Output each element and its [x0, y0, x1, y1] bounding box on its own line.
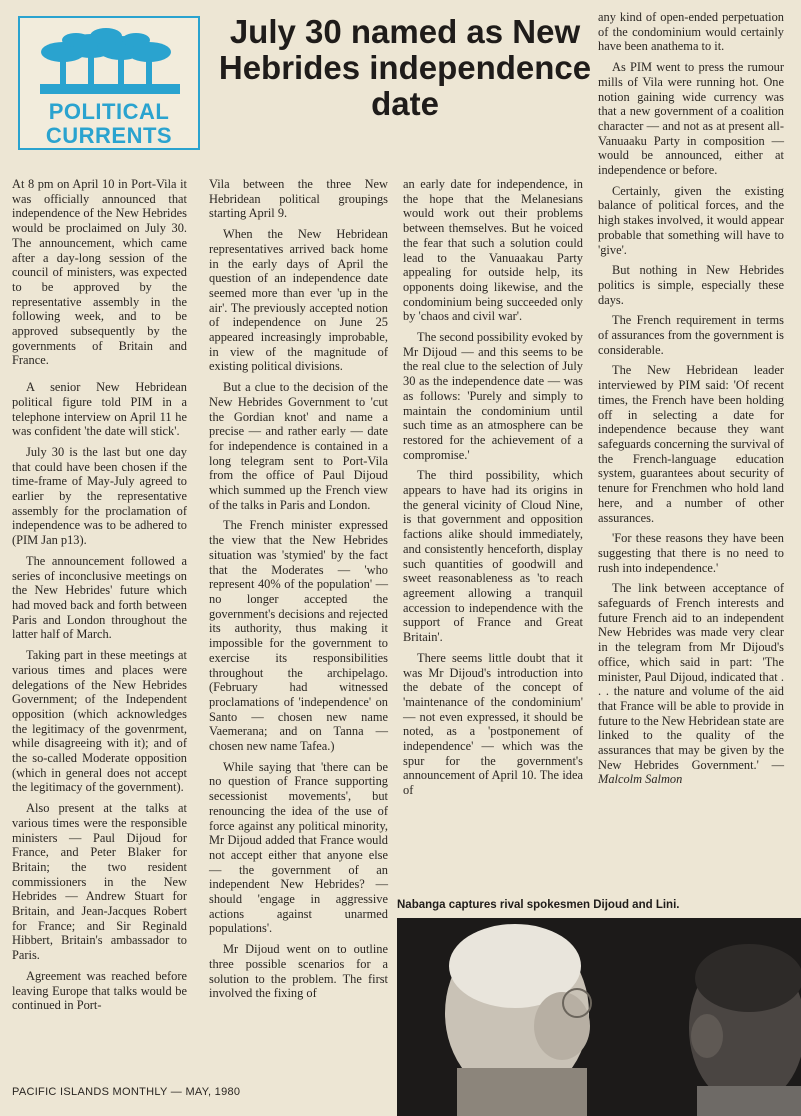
logo-line-2: CURRENTS: [45, 123, 173, 148]
paragraph: A senior New Hebridean political figure told PIM in a telephone interview on April 11 he was confident 'the date will stick'.: [12, 380, 187, 439]
paragraph: The announcement followed a series of inconclusive meetings on the New Hebrides' future which had moved back and forth between Paris and London throughout the latter half of March.: [12, 553, 187, 642]
paragraph: At 8 pm on April 10 in Port-Vila it was officially announced that independence of the New Hebrides would be proclaimed on July 30. The announcement, which came after a day-long session of the council of ministers, was expected to be approved by the representative assembly in the following week, and to be approved subsequently by the governments of Britain and France.: [12, 177, 187, 368]
paragraph: While saying that 'there can be no question of France supporting secessionist movements', but renouncing the idea of the use of force against any political minority, Mr Dijoud added that France would not accept either that anyone else — the government of an independent New Hebrides? — should 'engage in aggressive actions against unarmed populations'.: [209, 759, 388, 936]
paragraph: Certainly, given the existing balance of political forces, and the high stakes involved, it would appear probable that something will have to 'give'.: [598, 183, 784, 257]
photo-illustration: [397, 918, 801, 1116]
paragraph: The French minister expressed the view that the New Hebrides situation was 'stymied' by the fact that the Moderates — 'who represent 40% of the population' — no longer accepted the government's decisions and rejected its authority, thus making it impossible for the government to exercise its responsibilities throughout the archipelago. (February had witnessed proclamations of 'independence' on Santo — chosen new name Vaemerana; and on Tanna — chosen new name Tafea.): [209, 518, 388, 754]
photo-caption: Nabanga captures rival spokesmen Dijoud and Lini.: [397, 899, 680, 911]
page-footer: PACIFIC ISLANDS MONTHLY — MAY, 1980: [12, 1086, 241, 1098]
paragraph-text: The link between acceptance of safeguards of French interests and future French aid to an independent New Hebrides was made very clear in the telegram from Mr Dijoud's office, which said in part: 'The minister, Paul Dijoud, indicated that . . . the nature and volume of the aid that France will be able to provide in future to the New Hebridean state are linked to the quality of the assurances that may be given by the New Hebrides Government.' —: [598, 581, 784, 772]
paragraph: Mr Dijoud went on to outline three possible scenarios for a solution to the problem. The first involved the fixing of: [209, 942, 388, 1001]
article-column-3: [403, 177, 583, 804]
palm-trees-icon: [40, 26, 180, 96]
paragraph: July 30 is the last but one day that could have been chosen if the time-frame of May-July agreed to earlier by the representative assembly for the proclamation of independence was to be adhered to (PIM Jan p13).: [12, 444, 187, 548]
paragraph: The French requirement in terms of assurances from the government is considerable.: [598, 313, 784, 357]
news-photo: [397, 918, 801, 1116]
paragraph: [598, 581, 784, 787]
article-headline: July 30 named as New Hebrides independence date: [218, 13, 592, 122]
paragraph: But a clue to the decision of the New Hebrides Government to 'cut the Gordian knot' and name a precise — and rather early — date for independence is contained in a long telegram sent to Port-Vila from the office of Paul Dijoud which summed up the French view of the talks in Paris and London.: [209, 380, 388, 512]
paragraph: Agreement was reached before leaving Europe that talks would be continued in Port-: [12, 968, 187, 1013]
paragraph: 'For these reasons they have been suggesting that there is no need to rush into independence.': [598, 531, 784, 575]
paragraph: When the New Hebridean representatives arrived back home in the early days of April the question of an independence date seemed more than ever 'up in the air'. The previously accepted notion of independence on June 25 appeared increasingly improbable, in view of the magnitude of existing political divisions.: [209, 227, 388, 374]
paragraph: The New Hebridean leader interviewed by PIM said: 'Of recent times, the French have been holding off in selecting a date for independence because they want safeguards concerning the survival of the French-language education system, guarantees about security of tenure for Frenchmen who hold land here, and a number of other assurances.: [598, 363, 784, 525]
logo-line-1: POLITICAL: [48, 99, 170, 124]
paragraph: There seems little doubt that it was Mr Dijoud's introduction into the debate of the concept of 'maintenance of the condominium' — not even expressed, it should be noted, as a 'postponement of independence' — which was the spur for the government's announcement of April 10. The idea of: [403, 650, 583, 798]
article-column-4: [598, 10, 784, 793]
article-column-1: [12, 177, 187, 1019]
paragraph: any kind of open-ended perpetuation of the condominium would certainly have been anathema to it.: [598, 10, 784, 54]
political-currents-logo: [18, 16, 200, 150]
paragraph: Vila between the three New Hebridean political groupings starting April 9.: [209, 177, 388, 221]
paragraph: Also present at the talks at various times were the responsible ministers — Paul Dijoud for France, and Peter Blaker for Britain; the two resident commissioners in the New Hebrides — Andrew Stuart for Britain, and Jean-Jacques Robert for France; and Sir Reginald Hibbert, Britain's ambassador to Paris.: [12, 801, 187, 963]
author-byline: Malcolm Salmon: [598, 772, 683, 787]
paragraph: But nothing in New Hebrides politics is simple, especially these days.: [598, 263, 784, 307]
paragraph: Taking part in these meetings at various times and places were delegations of the New Hebrides Government; of the Independent opposition (which acknowledges the legitimacy of the govenrment, while disagreeing with it); and of the so-called Moderate opposition (which in general does not accept the legitimacy of the government).: [12, 648, 187, 795]
paragraph: an early date for independence, in the hope that the Melanesians would work out their problems between themselves. But he voiced the fear that such a solution could lead to the Vanuaakau Party appealing for outside help, its opponents doing likewise, and the condominium being succeeded only by 'chaos and civil war'.: [403, 177, 583, 324]
paragraph: As PIM went to press the rumour mills of Vila were running hot. One notion gaining wide currency was that a new government of a coalition character — and not as at present all-Vanuaaku Party in composition — would be announced, either at independence or before.: [598, 60, 784, 178]
logo-title: [20, 100, 198, 148]
paragraph: The third possibility, which appears to have had its origins in the general vicinity of Cloud Nine, is that government and opposition factions alike should immediately, and consistently henceforth, display such quantities of goodwill and sweet reasonableness as 'to reach agreement allowing a tranquil accession to independence with the support of France and Great Britain'.: [403, 468, 583, 645]
article-column-2: [209, 177, 388, 1007]
paragraph: The second possibility evoked by Mr Dijoud — and this seems to be the real clue to the selection of July 30 as the independence date — was as follows: 'Purely and simply to maintain the condominium until such time as an atmosphere can be restored for the achievement of a compromise.': [403, 330, 583, 462]
